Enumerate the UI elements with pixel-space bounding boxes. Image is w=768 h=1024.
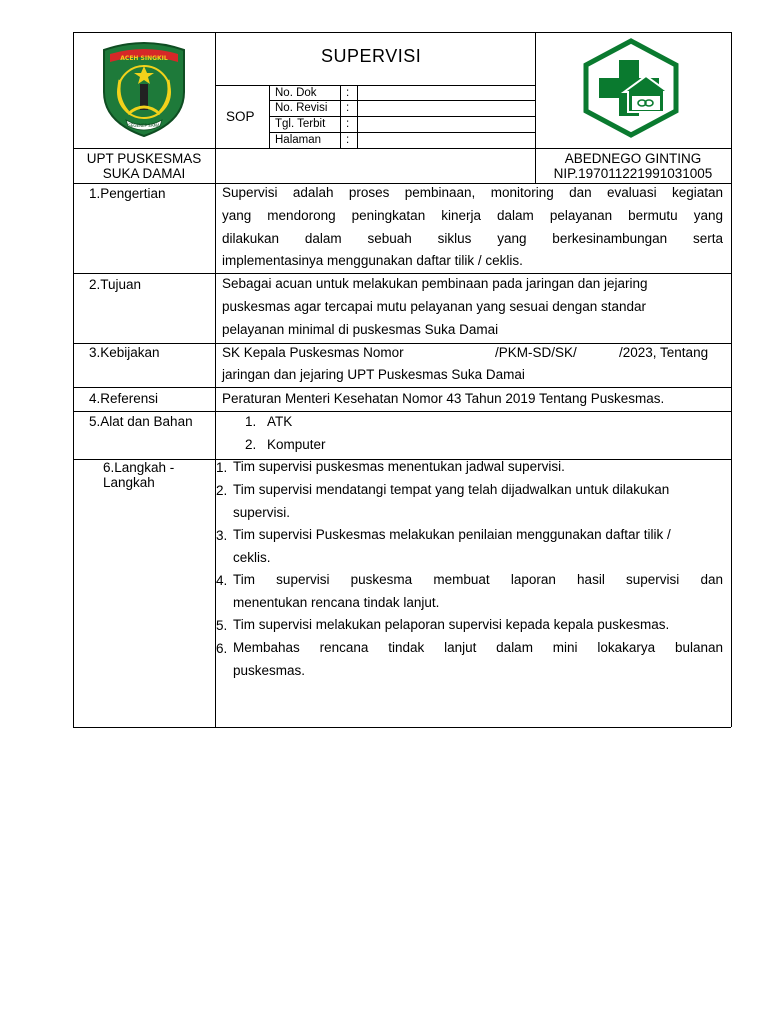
meta-separator: : xyxy=(346,87,350,99)
step-line: supervisi. xyxy=(233,505,291,520)
step-number: 6. xyxy=(216,641,228,656)
emblem-motto-text: SEGENEP SAMA xyxy=(128,123,160,128)
alat-item-number: 2. xyxy=(245,437,257,452)
section-label-langkah-line1: 6.Langkah - xyxy=(103,460,175,475)
step-line: menentukan rencana tindak lanjut. xyxy=(233,595,440,610)
pengertian-line: implementasinya menggunakan daftar tilik / ceklis. xyxy=(222,253,523,268)
signer-name: ABEDNEGO GINTING xyxy=(564,151,702,166)
step-number: 3. xyxy=(216,528,228,543)
section-label-tujuan: 2.Tujuan xyxy=(89,277,142,292)
section-label-langkah-line2: Langkah xyxy=(103,475,155,490)
step-line: Tim supervisi Puskesmas melakukan penilaian menggunakan daftar tilik / xyxy=(233,527,671,542)
kebijakan-text-part2: /PKM-SD/SK/ xyxy=(495,345,577,360)
meta-label-tgl-terbit: Tgl. Terbit xyxy=(275,118,326,130)
puskesmas-logo xyxy=(580,38,682,138)
step-line: ceklis. xyxy=(233,550,271,565)
step-line: Membahas rencana tindak lanjut dalam mini lokakarya bulanan xyxy=(233,640,723,655)
kebijakan-text-part3: /2023, Tentang xyxy=(619,345,709,360)
alat-item-komputer: Komputer xyxy=(267,437,326,452)
step-line: Tim supervisi puskesma membuat laporan hasil supervisi dan xyxy=(233,572,723,587)
section-label-alat-bahan: 5.Alat dan Bahan xyxy=(89,414,193,429)
alat-item-atk: ATK xyxy=(267,414,293,429)
unit-name-line1: UPT PUSKESMAS xyxy=(86,151,202,166)
unit-name-line2: SUKA DAMAI xyxy=(102,166,186,181)
tujuan-line: puskesmas agar tercapai mutu pelayanan yang sesuai dengan standar xyxy=(222,299,647,314)
emblem-banner-text: ACEH SINGKIL xyxy=(120,55,168,62)
kebijakan-text-part1: SK Kepala Puskesmas Nomor xyxy=(222,345,404,360)
step-number: 2. xyxy=(216,483,228,498)
meta-label-no-dok: No. Dok xyxy=(275,87,317,99)
document-title: SUPERVISI xyxy=(321,46,422,66)
kebijakan-line: jaringan dan jejaring UPT Puskesmas Suka Damai xyxy=(222,367,525,382)
step-line: Tim supervisi puskesmas menentukan jadwal supervisi. xyxy=(233,459,565,474)
alat-item-number: 1. xyxy=(245,414,257,429)
step-number: 1. xyxy=(216,460,228,475)
meta-separator: : xyxy=(346,102,350,114)
meta-label-no-revisi: No. Revisi xyxy=(275,102,328,114)
meta-label-halaman: Halaman xyxy=(275,134,322,146)
pengertian-line: dilakukan dalam sebuah siklus yang berkesinambungan serta xyxy=(222,231,723,246)
tujuan-line: Sebagai acuan untuk melakukan pembinaan pada jaringan dan jejaring xyxy=(222,276,648,291)
section-label-referensi: 4.Referensi xyxy=(89,391,159,406)
pengertian-line: yang mendorong peningkatan kinerja dalam pelayanan bermutu yang xyxy=(222,208,723,223)
meta-separator: : xyxy=(346,118,350,130)
referensi-text: Peraturan Menteri Kesehatan Nomor 43 Tahun 2019 Tentang Puskesmas. xyxy=(222,391,665,406)
section-label-pengertian: 1.Pengertian xyxy=(89,186,166,201)
step-line: puskesmas. xyxy=(233,663,306,678)
meta-separator: : xyxy=(346,134,350,146)
regency-emblem-logo xyxy=(100,40,188,138)
step-number: 4. xyxy=(216,573,228,588)
sop-label: SOP xyxy=(226,109,255,124)
step-line: Tim supervisi melakukan pelaporan supervisi kepada kepala puskesmas. xyxy=(233,617,670,632)
tujuan-line: pelayanan minimal di puskesmas Suka Damai xyxy=(222,322,499,337)
step-number: 5. xyxy=(216,618,228,633)
signer-nip: NIP.197011221991031005 xyxy=(553,166,713,181)
section-label-kebijakan: 3.Kebijakan xyxy=(89,345,160,360)
pengertian-line: Supervisi adalah proses pembinaan, monitoring dan evaluasi kegiatan xyxy=(222,185,723,200)
step-line: Tim supervisi mendatangi tempat yang telah dijadwalkan untuk dilakukan xyxy=(233,482,670,497)
